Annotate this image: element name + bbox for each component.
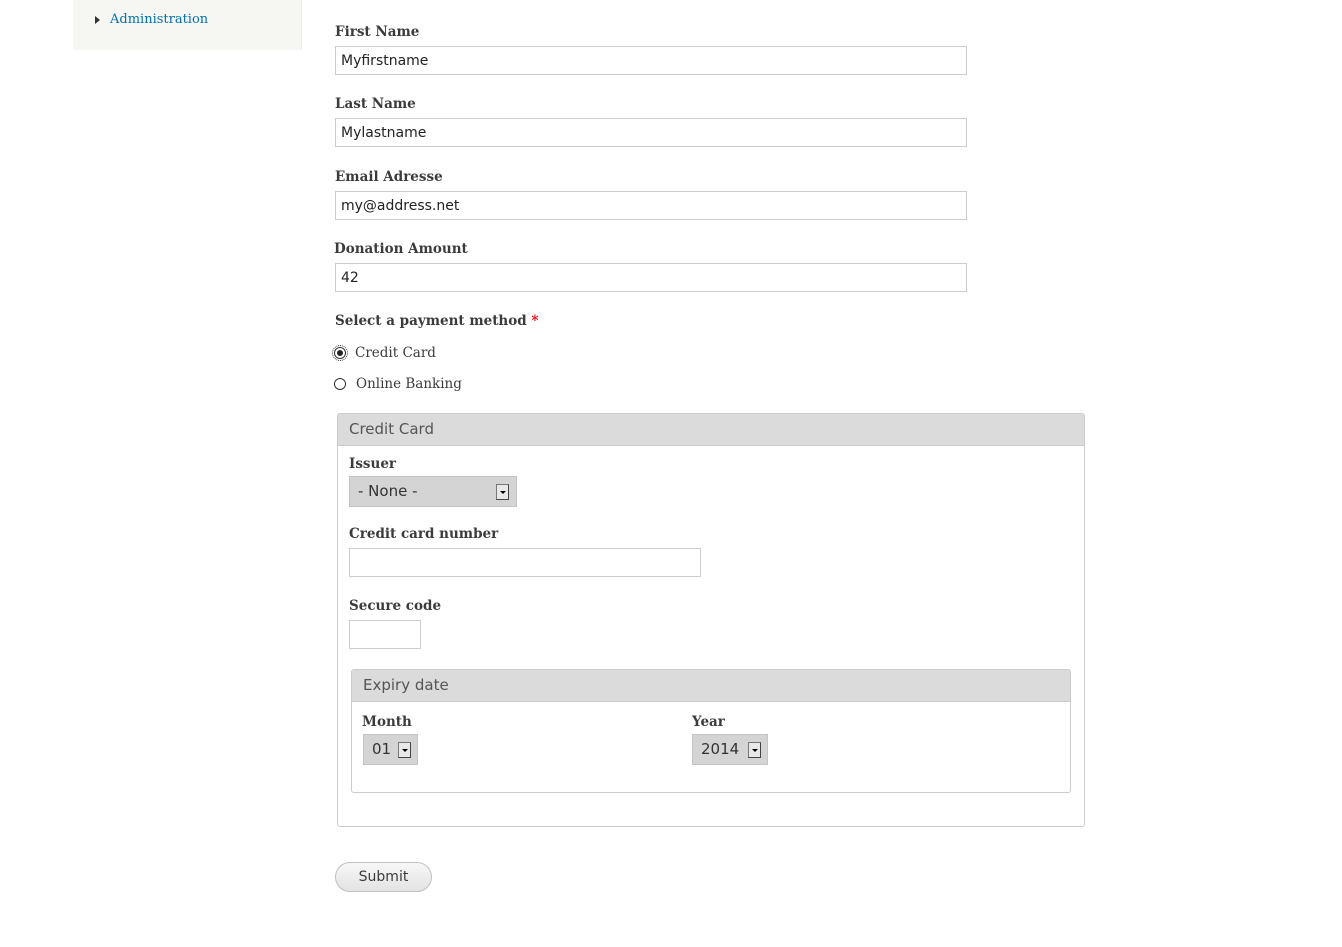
- year-select-value: 2014: [701, 740, 740, 758]
- payment-method-label-text: Select a payment method: [335, 313, 527, 329]
- year-label: Year: [692, 714, 725, 730]
- online-banking-radio[interactable]: [334, 378, 346, 390]
- sidebar-link-administration[interactable]: Administration: [110, 12, 209, 27]
- secure-code-label: Secure code: [349, 598, 442, 614]
- expand-triangle-icon[interactable]: [95, 16, 100, 24]
- secure-code-input[interactable]: [349, 620, 421, 649]
- email-label: Email Adresse: [335, 169, 443, 185]
- last-name-input[interactable]: [335, 118, 967, 147]
- dropdown-arrow-icon[interactable]: [496, 484, 509, 500]
- issuer-label: Issuer: [349, 456, 397, 472]
- donation-amount-label: Donation Amount: [334, 241, 468, 257]
- last-name-label: Last Name: [335, 96, 416, 112]
- payment-method-label: [335, 313, 538, 329]
- donation-amount-input[interactable]: [335, 263, 967, 292]
- dropdown-arrow-icon[interactable]: [748, 742, 761, 758]
- credit-card-radio[interactable]: [334, 347, 346, 359]
- dropdown-arrow-icon[interactable]: [398, 742, 411, 758]
- sidebar: [73, 0, 302, 50]
- required-marker: *: [531, 313, 539, 329]
- month-select[interactable]: [363, 734, 418, 765]
- email-input[interactable]: [335, 191, 967, 220]
- issuer-select[interactable]: [349, 476, 517, 507]
- year-select[interactable]: [692, 734, 768, 765]
- card-number-input[interactable]: [349, 548, 701, 577]
- month-label: Month: [362, 714, 412, 730]
- card-number-label: Credit card number: [349, 526, 499, 542]
- credit-card-radio-label[interactable]: Credit Card: [355, 345, 436, 361]
- expiry-date-fieldset: [351, 669, 1071, 793]
- month-select-value: 01: [372, 740, 392, 758]
- online-banking-radio-label[interactable]: Online Banking: [356, 376, 462, 392]
- first-name-label: First Name: [335, 24, 420, 40]
- first-name-input[interactable]: [335, 46, 967, 75]
- expiry-date-legend: Expiry date: [352, 670, 1070, 702]
- issuer-select-value: - None -: [358, 482, 418, 500]
- submit-button[interactable]: Submit: [335, 862, 432, 892]
- credit-card-legend: Credit Card: [338, 414, 1084, 446]
